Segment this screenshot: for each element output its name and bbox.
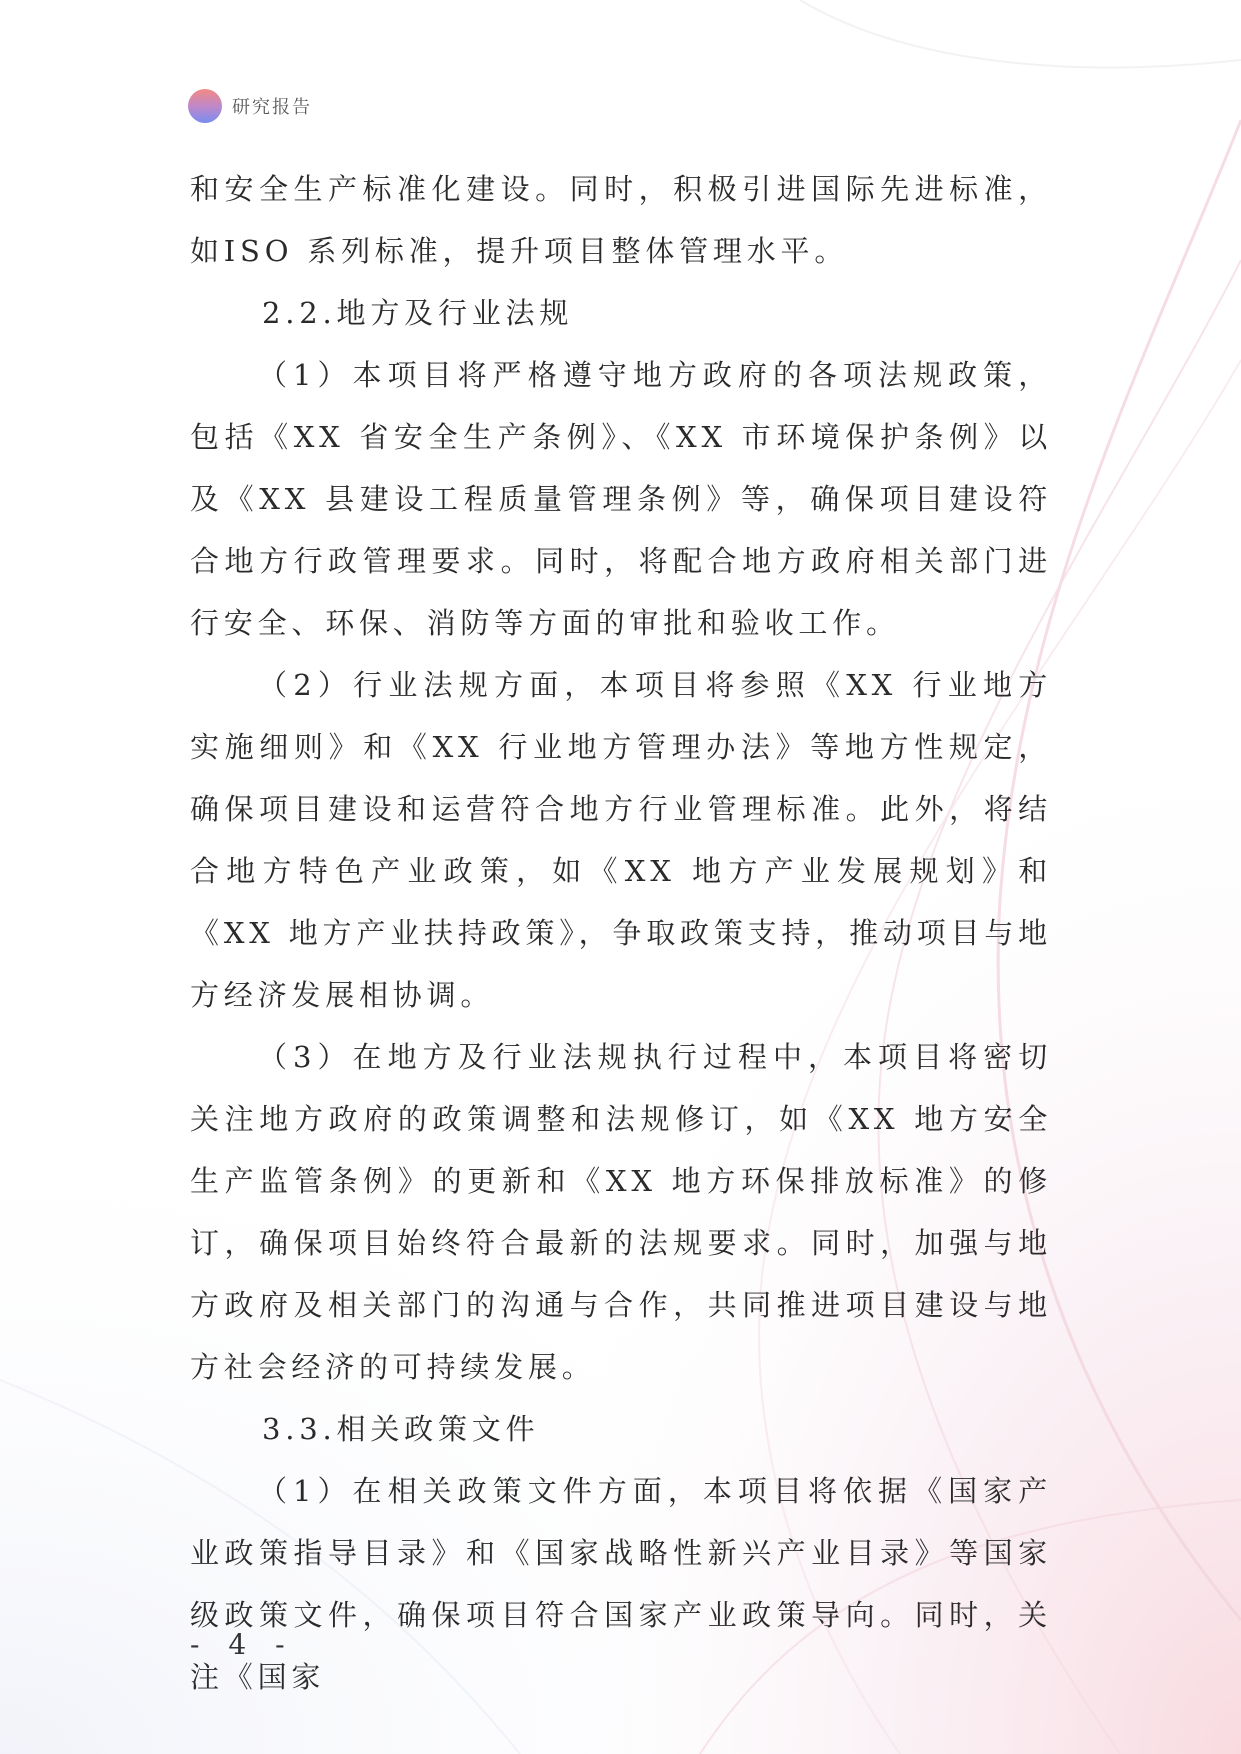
header-title: 研究报告 (232, 97, 312, 118)
document-body (190, 158, 1052, 1708)
report-header (188, 88, 312, 124)
section-heading-3-3: 3.3.相关政策文件 (262, 1412, 540, 1446)
section-heading-2-2: 2.2.地方及行业法规 (262, 296, 574, 330)
paragraph-3-3-item-1: （1）在相关政策文件方面，本项目将依据《国家产业政策指导目录》和《国家战略性新兴产业目录》等国家级政策文件，确保项目符合国家产业政策导向。同时，关注《国家 (190, 1474, 1052, 1694)
paragraph-2-2-item-2: （2）行业法规方面，本项目将参照《XX 行业地方实施细则》和《XX 行业地方管理办法》等地方性规定，确保项目建设和运营符合地方行业管理标准。此外，将结合地方特色产业政策，如《XX 地方产业发展规划》和《XX 地方产业扶持政策》，争取政策支持，推动项目与地方经济发展相协调。 (190, 668, 1052, 1012)
page-number: - 4 - (190, 1628, 295, 1661)
logo-circle-icon (188, 89, 222, 123)
paragraph-2-2-item-1: （1）本项目将严格遵守地方政府的各项法规政策，包括《XX 省安全生产条例》、《XX 市环境保护条例》以及《XX 县建设工程质量管理条例》等，确保项目建设符合地方行政管理要求。同时，将配合地方政府相关部门进行安全、环保、消防等方面的审批和验收工作。 (190, 358, 1052, 640)
paragraph-2-2-item-3: （3）在地方及行业法规执行过程中，本项目将密切关注地方政府的政策调整和法规修订，如《XX 地方安全生产监管条例》的更新和《XX 地方环保排放标准》的修订，确保项目始终符合最新的法规要求。同时，加强与地方政府及相关部门的沟通与合作，共同推进项目建设与地方社会经济的可持续发展。 (190, 1040, 1052, 1384)
paragraph-continued: 和安全生产标准化建设。同时，积极引进国际先进标准，如ISO 系列标准，提升项目整体管理水平。 (190, 172, 1052, 268)
